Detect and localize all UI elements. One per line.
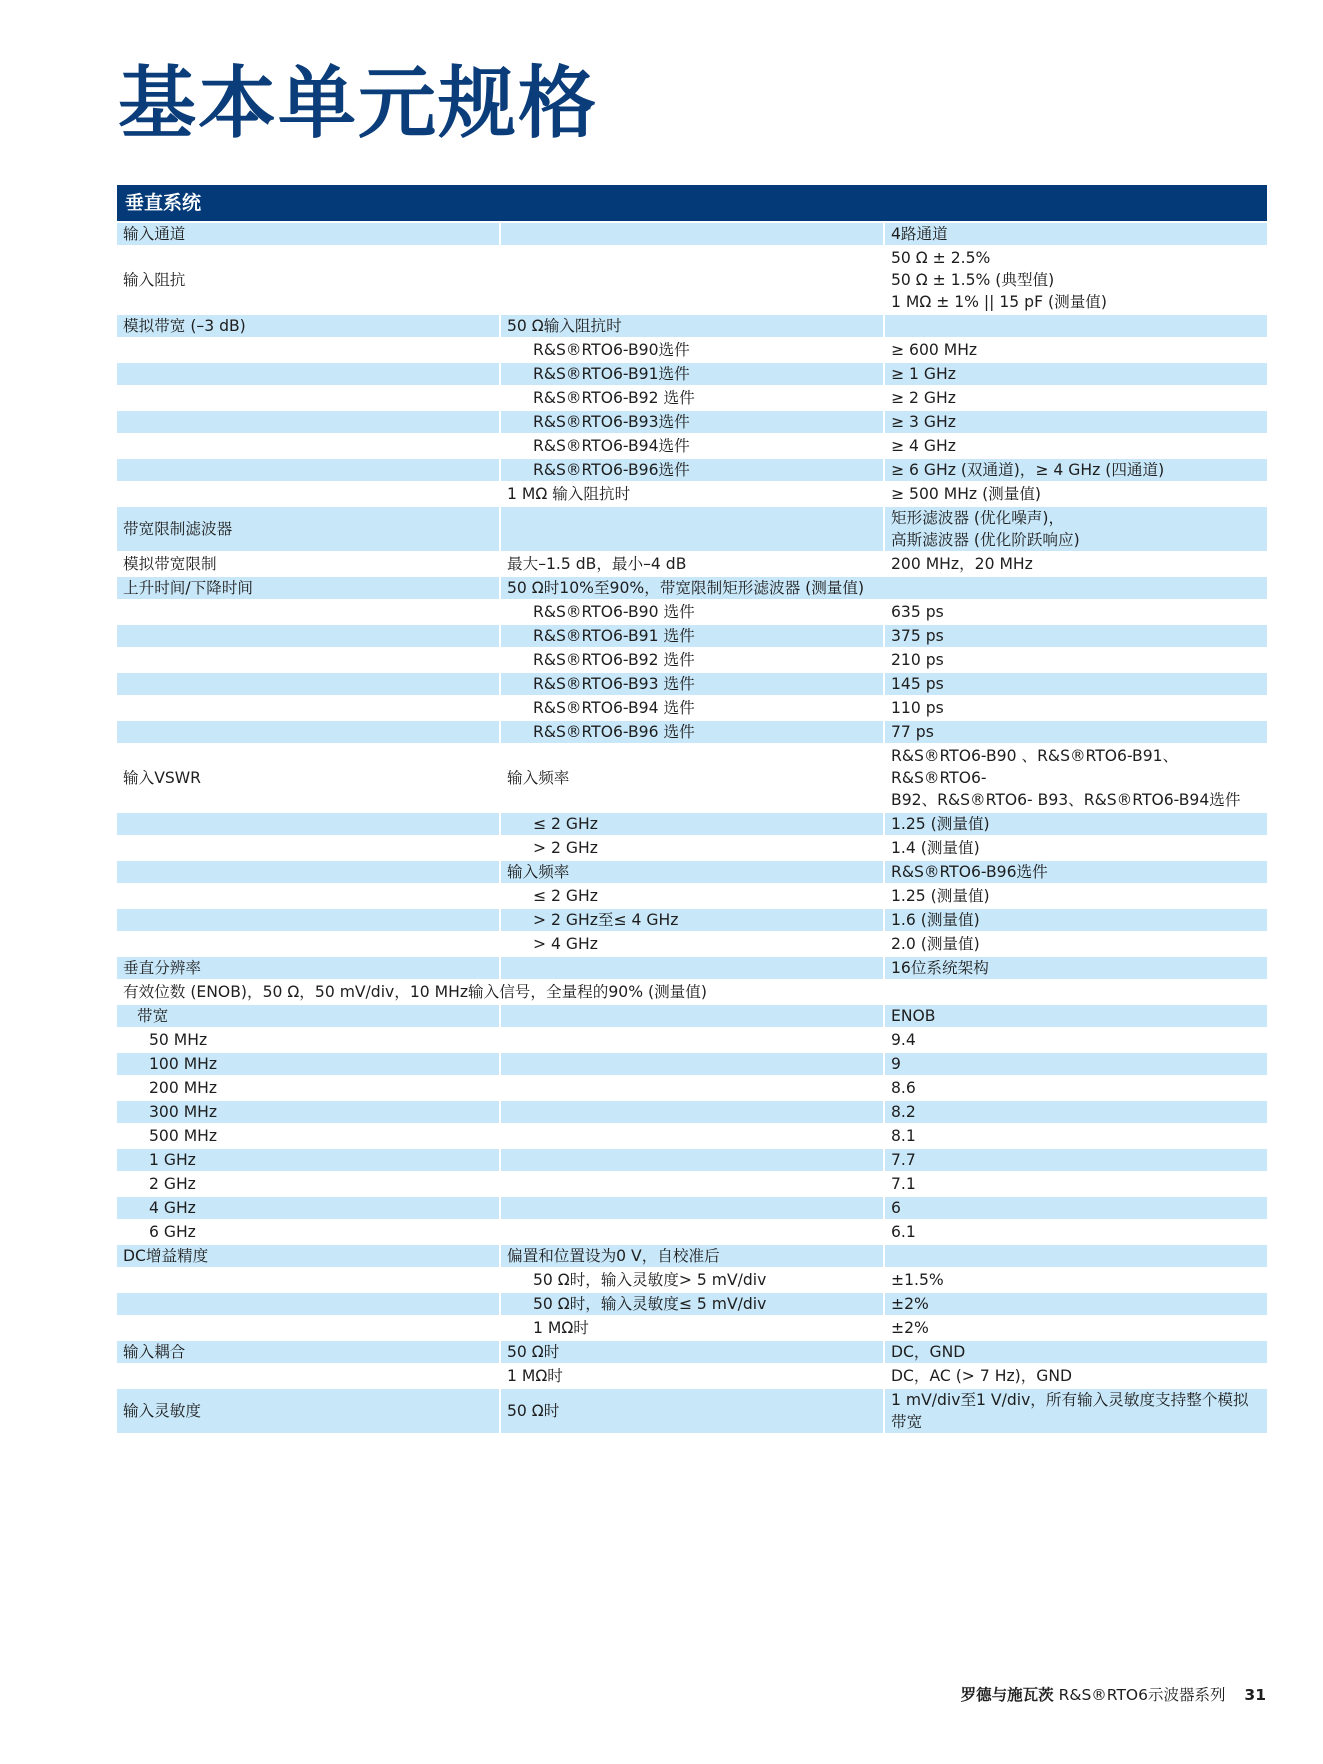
cell-param [117, 601, 501, 623]
table-row [117, 1005, 1267, 1027]
table-row [117, 315, 1267, 337]
cell-param [117, 1269, 501, 1291]
cell-text: 带宽 [137, 1007, 169, 1025]
cell-text: ≥ 6 GHz (双通道)，≥ 4 GHz (四通道) [891, 461, 1165, 479]
table-row [117, 1197, 1267, 1219]
cell-condition [501, 339, 885, 361]
cell-text: R&S®RTO6-B91选件 [533, 365, 690, 383]
cell-text: 输入频率 [507, 769, 570, 787]
table-row [117, 1101, 1267, 1123]
cell-value [885, 1029, 1267, 1051]
cell-text: 4 GHz [149, 1199, 196, 1217]
table-row [117, 1245, 1267, 1267]
cell-text: 输入VSWR [123, 769, 202, 787]
cell-value [885, 1077, 1267, 1099]
cell-condition [501, 1245, 885, 1267]
cell-condition [501, 315, 885, 337]
table-row [117, 909, 1267, 931]
cell-param [117, 745, 501, 811]
cell-value [885, 745, 1267, 811]
cell-param [117, 1125, 501, 1147]
cell-text: DC，GND [891, 1343, 966, 1361]
cell-param [117, 861, 501, 883]
cell-value [885, 697, 1267, 719]
cell-value [885, 553, 1267, 575]
cell-value [885, 435, 1267, 457]
cell-condition [501, 837, 885, 859]
spec-table [117, 185, 1267, 1435]
cell-text: 输入频率 [507, 863, 570, 881]
cell-param [117, 909, 501, 931]
cell-param [117, 553, 501, 575]
table-row [117, 507, 1267, 551]
cell-param [117, 1221, 501, 1243]
cell-value [885, 1149, 1267, 1171]
cell-condition [501, 1101, 885, 1123]
cell-line: 1 mV/div至1 V/div，所有输入灵敏度支持整个模拟 [891, 1391, 1249, 1409]
cell-text: 50 Ω时 [507, 1343, 560, 1361]
cell-param [117, 1389, 501, 1433]
cell-condition [501, 459, 885, 481]
cell-condition [501, 1293, 885, 1315]
cell-param [117, 813, 501, 835]
cell-value [885, 1197, 1267, 1219]
table-row [117, 957, 1267, 979]
cell-condition [501, 721, 885, 743]
cell-text: 50 Ω时 [507, 1402, 560, 1420]
cell-value [885, 387, 1267, 409]
cell-text: 偏置和位置设为0 V，自校准后 [507, 1247, 720, 1265]
cell-param [117, 577, 501, 599]
cell-condition [501, 673, 885, 695]
cell-condition [501, 223, 885, 245]
table-row [117, 1341, 1267, 1363]
cell-text: 50 Ω时，输入灵敏度> 5 mV/div [533, 1271, 767, 1289]
cell-value [885, 411, 1267, 433]
cell-value [885, 1293, 1267, 1315]
cell-text: ≥ 500 MHz (测量值) [891, 485, 1042, 503]
cell-text: 77 ps [891, 723, 934, 741]
cell-param [117, 721, 501, 743]
cell-value [885, 813, 1267, 835]
cell-line: R&S®RTO6-B90 、R&S®RTO6-B91、R&S®RTO6- [891, 747, 1179, 787]
table-row [117, 649, 1267, 671]
cell-text: 100 MHz [149, 1055, 218, 1073]
table-row [117, 981, 1267, 1003]
cell-value [885, 1125, 1267, 1147]
cell-text: 1 MΩ 输入阻抗时 [507, 485, 631, 503]
cell-value [885, 223, 1267, 245]
cell-text: 1 GHz [149, 1151, 196, 1169]
cell-text: 1.4 (测量值) [891, 839, 980, 857]
cell-condition [501, 861, 885, 883]
cell-value [885, 1101, 1267, 1123]
table-row [117, 483, 1267, 505]
cell-param [117, 1149, 501, 1171]
table-row [117, 837, 1267, 859]
table-row [117, 625, 1267, 647]
cell-condition [501, 1197, 885, 1219]
cell-text: 6.1 [891, 1223, 916, 1241]
cell-text: 8.6 [891, 1079, 916, 1097]
cell-text: R&S®RTO6-B96选件 [533, 461, 690, 479]
cell-text: 375 ps [891, 627, 944, 645]
cell-text: 8.2 [891, 1103, 916, 1121]
cell-text: ≥ 3 GHz [891, 413, 956, 431]
cell-condition [501, 387, 885, 409]
cell-param [117, 625, 501, 647]
cell-text: ±1.5% [891, 1271, 944, 1289]
cell-text: 有效位数 (ENOB)，50 Ω，50 mV/div，10 MHz输入信号，全量程的90% (测量值) [123, 983, 707, 1001]
cell-text: 9 [891, 1055, 901, 1073]
table-row [117, 459, 1267, 481]
cell-param [117, 363, 501, 385]
cell-text: R&S®RTO6-B94 选件 [533, 699, 695, 717]
cell-param [117, 1341, 501, 1363]
cell-param [117, 1005, 501, 1027]
cell-param [117, 1293, 501, 1315]
cell-value [885, 1053, 1267, 1075]
cell-line: 高斯滤波器 (优化阶跃响应) [891, 531, 1080, 549]
table-row [117, 721, 1267, 743]
cell-param [117, 483, 501, 505]
cell-text: 上升时间/下降时间 [123, 579, 254, 597]
cell-text: ≥ 600 MHz [891, 341, 978, 359]
cell-value [885, 1245, 1267, 1267]
section-header: 垂直系统 [117, 185, 1267, 221]
cell-value [885, 909, 1267, 931]
cell-condition [501, 247, 885, 313]
cell-param [117, 885, 501, 907]
cell-param [117, 649, 501, 671]
cell-text: 8.1 [891, 1127, 916, 1145]
footer-series: R&S®RTO6示波器系列 [1058, 1686, 1226, 1704]
cell-condition [501, 1365, 885, 1387]
table-row [117, 1149, 1267, 1171]
table-row [117, 1173, 1267, 1195]
table-row [117, 601, 1267, 623]
cell-value [885, 625, 1267, 647]
cell-value [885, 507, 1267, 551]
table-row [117, 363, 1267, 385]
cell-condition [501, 885, 885, 907]
table-row [117, 247, 1267, 313]
table-row [117, 411, 1267, 433]
cell-condition [501, 435, 885, 457]
page-title: 基本单元规格 [118, 59, 599, 149]
cell-condition [501, 813, 885, 835]
cell-condition [501, 745, 885, 811]
cell-param [117, 933, 501, 955]
cell-text: 300 MHz [149, 1103, 218, 1121]
cell-value [885, 315, 1267, 337]
cell-text: 1.6 (测量值) [891, 911, 980, 929]
cell-condition [501, 933, 885, 955]
cell-span [117, 981, 1267, 1003]
table-row [117, 673, 1267, 695]
cell-value [885, 1389, 1267, 1433]
cell-text: ±2% [891, 1295, 929, 1313]
table-row [117, 553, 1267, 575]
cell-text: R&S®RTO6-B90选件 [533, 341, 690, 359]
cell-line: 50 Ω ± 2.5% [891, 249, 991, 267]
cell-text: 1 MΩ时 [533, 1319, 589, 1337]
cell-text: 16位系统架构 [891, 959, 989, 977]
cell-text: 210 ps [891, 651, 944, 669]
cell-line: B92、R&S®RTO6- B93、R&S®RTO6-B94选件 [891, 791, 1241, 809]
cell-text: 1 MΩ时 [507, 1367, 563, 1385]
cell-text: 1.25 (测量值) [891, 887, 990, 905]
cell-text: R&S®RTO6-B91 选件 [533, 627, 695, 645]
cell-text: 200 MHz，20 MHz [891, 555, 1033, 573]
cell-text: 50 Ω输入阻抗时 [507, 317, 622, 335]
cell-text: 6 [891, 1199, 901, 1217]
cell-value [885, 247, 1267, 313]
cell-condition [501, 1149, 885, 1171]
cell-text: 最大–1.5 dB，最小–4 dB [507, 555, 687, 573]
cell-text: 6 GHz [149, 1223, 196, 1241]
cell-text: > 4 GHz [533, 935, 598, 953]
cell-value [885, 885, 1267, 907]
cell-line: 50 Ω ± 1.5% (典型值) [891, 271, 1055, 289]
cell-text: 输入耦合 [123, 1343, 186, 1361]
cell-text: R&S®RTO6-B93 选件 [533, 675, 695, 693]
cell-text: R&S®RTO6-B90 选件 [533, 603, 695, 621]
cell-condition [501, 1005, 885, 1027]
cell-text: 7.7 [891, 1151, 916, 1169]
cell-value [885, 1317, 1267, 1339]
cell-text: 模拟带宽限制 [123, 555, 217, 573]
cell-text: 4路通道 [891, 225, 948, 243]
footer-brand: 罗德与施瓦茨 [960, 1686, 1054, 1704]
cell-value [885, 837, 1267, 859]
cell-param [117, 315, 501, 337]
cell-text: 50 Ω时10%至90%，带宽限制矩形滤波器 (测量值) [507, 579, 865, 597]
cell-value [885, 861, 1267, 883]
table-row [117, 1029, 1267, 1051]
cell-param [117, 1245, 501, 1267]
cell-text: > 2 GHz [533, 839, 598, 857]
cell-text: 500 MHz [149, 1127, 218, 1145]
table-row [117, 745, 1267, 811]
table-row [117, 1293, 1267, 1315]
cell-value [885, 933, 1267, 955]
cell-param [117, 957, 501, 979]
cell-condition [501, 649, 885, 671]
cell-text: DC增益精度 [123, 1247, 209, 1265]
cell-text: R&S®RTO6-B93选件 [533, 413, 690, 431]
cell-text: ≥ 1 GHz [891, 365, 956, 383]
cell-condition [501, 1317, 885, 1339]
cell-param [117, 247, 501, 313]
cell-param [117, 837, 501, 859]
cell-condition [501, 507, 885, 551]
cell-value [885, 1269, 1267, 1291]
spec-rows [117, 223, 1267, 1433]
cell-param [117, 1029, 501, 1051]
cell-text: > 2 GHz至≤ 4 GHz [533, 911, 679, 929]
cell-text: ≤ 2 GHz [533, 815, 598, 833]
cell-condition [501, 1029, 885, 1051]
cell-text: 输入通道 [123, 225, 186, 243]
cell-condition [501, 363, 885, 385]
cell-condition [501, 909, 885, 931]
cell-text: R&S®RTO6-B92 选件 [533, 389, 695, 407]
cell-text: 50 MHz [149, 1031, 208, 1049]
cell-value [885, 721, 1267, 743]
cell-condition [501, 483, 885, 505]
page-footer [961, 1683, 1266, 1705]
cell-text: ≥ 4 GHz [891, 437, 956, 455]
cell-param [117, 387, 501, 409]
cell-value [885, 673, 1267, 695]
cell-param [117, 673, 501, 695]
cell-value [885, 601, 1267, 623]
table-row [117, 1125, 1267, 1147]
cell-text: 145 ps [891, 675, 944, 693]
table-row [117, 339, 1267, 361]
cell-condition [501, 1341, 885, 1363]
cell-param [117, 1077, 501, 1099]
page-number: 31 [1244, 1686, 1266, 1704]
table-row [117, 1221, 1267, 1243]
cell-condition [501, 601, 885, 623]
table-row [117, 813, 1267, 835]
cell-param [117, 459, 501, 481]
table-row [117, 435, 1267, 457]
cell-text: R&S®RTO6-B96选件 [891, 863, 1048, 881]
table-row [117, 861, 1267, 883]
cell-text: 垂直分辨率 [123, 959, 201, 977]
cell-condition [501, 625, 885, 647]
cell-value [885, 957, 1267, 979]
cell-text: DC，AC (> 7 Hz)，GND [891, 1367, 1073, 1385]
cell-condition [501, 577, 1267, 599]
cell-param [117, 339, 501, 361]
cell-value [885, 649, 1267, 671]
cell-value [885, 339, 1267, 361]
cell-text: 2 GHz [149, 1175, 196, 1193]
cell-text: R&S®RTO6-B96 选件 [533, 723, 695, 741]
cell-text: 1.25 (测量值) [891, 815, 990, 833]
cell-condition [501, 1077, 885, 1099]
table-row [117, 697, 1267, 719]
cell-param [117, 697, 501, 719]
cell-text: 200 MHz [149, 1079, 218, 1097]
table-row [117, 577, 1267, 599]
cell-line: 1 MΩ ± 1% || 15 pF (测量值) [891, 293, 1107, 311]
cell-param [117, 1317, 501, 1339]
cell-condition [501, 1269, 885, 1291]
table-row [117, 387, 1267, 409]
cell-value [885, 1341, 1267, 1363]
cell-line: 矩形滤波器 (优化噪声)， [891, 509, 1065, 527]
cell-param [117, 435, 501, 457]
cell-param [117, 223, 501, 245]
cell-param [117, 507, 501, 551]
cell-condition [501, 1125, 885, 1147]
cell-param [117, 1365, 501, 1387]
cell-text: 带宽限制滤波器 [123, 520, 233, 538]
cell-param [117, 1197, 501, 1219]
cell-text: 7.1 [891, 1175, 916, 1193]
table-row [117, 1077, 1267, 1099]
cell-condition [501, 411, 885, 433]
table-row [117, 885, 1267, 907]
table-row [117, 1053, 1267, 1075]
cell-condition [501, 553, 885, 575]
cell-text: 输入灵敏度 [123, 1402, 201, 1420]
table-row [117, 223, 1267, 245]
cell-line: 带宽 [891, 1413, 923, 1431]
cell-value [885, 483, 1267, 505]
cell-text: 2.0 (测量值) [891, 935, 980, 953]
cell-condition [501, 957, 885, 979]
cell-text: 110 ps [891, 699, 944, 717]
cell-param [117, 411, 501, 433]
cell-text: 635 ps [891, 603, 944, 621]
table-row [117, 1389, 1267, 1433]
cell-text: ≥ 2 GHz [891, 389, 956, 407]
cell-value [885, 363, 1267, 385]
cell-value [885, 1221, 1267, 1243]
cell-condition [501, 1173, 885, 1195]
cell-text: ENOB [891, 1007, 936, 1025]
cell-param [117, 1101, 501, 1123]
cell-condition [501, 1221, 885, 1243]
cell-value [885, 459, 1267, 481]
cell-text: R&S®RTO6-B94选件 [533, 437, 690, 455]
table-row [117, 1269, 1267, 1291]
cell-text: ≤ 2 GHz [533, 887, 598, 905]
table-row [117, 1317, 1267, 1339]
cell-condition [501, 697, 885, 719]
cell-param [117, 1053, 501, 1075]
cell-text: 9.4 [891, 1031, 916, 1049]
cell-condition [501, 1053, 885, 1075]
cell-condition [501, 1389, 885, 1433]
cell-value [885, 1365, 1267, 1387]
cell-text: 50 Ω时，输入灵敏度≤ 5 mV/div [533, 1295, 767, 1313]
cell-text: 模拟带宽 (–3 dB) [123, 317, 246, 335]
table-row [117, 933, 1267, 955]
cell-value [885, 1005, 1267, 1027]
cell-text: ±2% [891, 1319, 929, 1337]
cell-value [885, 1173, 1267, 1195]
cell-param [117, 1173, 501, 1195]
cell-text: 输入阻抗 [123, 271, 186, 289]
cell-text: R&S®RTO6-B92 选件 [533, 651, 695, 669]
table-row [117, 1365, 1267, 1387]
